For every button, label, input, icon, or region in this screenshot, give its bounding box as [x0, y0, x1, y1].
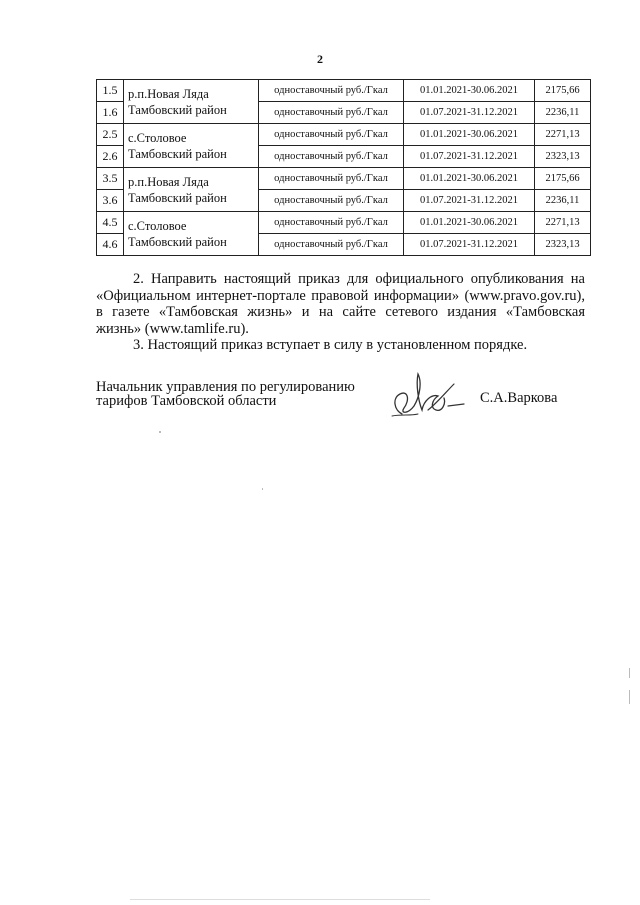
tariff-type: одноставочный руб./Гкал	[259, 168, 404, 190]
row-number: 2.6	[97, 146, 124, 168]
tariff-period: 01.07.2021-31.12.2021	[404, 234, 535, 256]
scan-speck	[629, 668, 630, 678]
row-number: 3.6	[97, 190, 124, 212]
tariff-value: 2271,13	[535, 212, 591, 234]
table-row	[97, 168, 591, 190]
row-number: 1.6	[97, 102, 124, 124]
handwritten-signature	[388, 370, 468, 422]
tariff-value: 2323,13	[535, 234, 591, 256]
locality-name: с.Столовое	[128, 218, 187, 233]
paragraph-line: жизнь» (www.tamlife.ru).	[96, 320, 249, 337]
tariff-period: 01.07.2021-31.12.2021	[404, 146, 535, 168]
tariff-table	[96, 79, 591, 256]
locality-name: р.п.Новая Ляда	[128, 86, 209, 101]
locality-cell	[124, 80, 259, 124]
position-line: тарифов Тамбовской области	[96, 393, 277, 409]
paragraph-line: «Официальном интернет-портале правовой информации» (www.pravo.gov.ru),	[96, 287, 585, 304]
district-name: Тамбовский район	[128, 146, 227, 161]
table-row	[97, 212, 591, 234]
tariff-period: 01.01.2021-30.06.2021	[404, 124, 535, 146]
district-name: Тамбовский район	[128, 190, 227, 205]
row-number: 4.6	[97, 234, 124, 256]
scan-edge	[130, 899, 430, 900]
district-name: Тамбовский район	[128, 102, 227, 117]
tariff-value: 2175,66	[535, 80, 591, 102]
effective-date-paragraph: 3. Настоящий приказ вступает в силу в установленном порядке.	[133, 337, 528, 353]
tariff-value: 2323,13	[535, 146, 591, 168]
tariff-type: одноставочный руб./Гкал	[259, 102, 404, 124]
tariff-type: одноставочный руб./Гкал	[259, 234, 404, 256]
scan-speck	[159, 431, 161, 433]
tariff-value: 2175,66	[535, 168, 591, 190]
tariff-period: 01.07.2021-31.12.2021	[404, 102, 535, 124]
locality-cell	[124, 124, 259, 168]
scan-speck	[629, 690, 630, 704]
tariff-type: одноставочный руб./Гкал	[259, 124, 404, 146]
tariff-value: 2236,11	[535, 102, 591, 124]
locality-cell	[124, 212, 259, 256]
tariff-period: 01.07.2021-31.12.2021	[404, 190, 535, 212]
row-number: 4.5	[97, 212, 124, 234]
row-number: 2.5	[97, 124, 124, 146]
tariff-value: 2236,11	[535, 190, 591, 212]
tariff-type: одноставочный руб./Гкал	[259, 80, 404, 102]
row-number: 1.5	[97, 80, 124, 102]
tariff-period: 01.01.2021-30.06.2021	[404, 80, 535, 102]
position-line: Начальник управления по регулированию	[96, 379, 355, 395]
row-number: 3.5	[97, 168, 124, 190]
tariff-type: одноставочный руб./Гкал	[259, 212, 404, 234]
tariff-value: 2271,13	[535, 124, 591, 146]
publication-paragraph	[96, 271, 585, 337]
locality-name: р.п.Новая Ляда	[128, 174, 209, 189]
page-number: 2	[317, 52, 323, 66]
table-row	[97, 124, 591, 146]
signatory-position	[96, 380, 355, 408]
tariff-period: 01.01.2021-30.06.2021	[404, 212, 535, 234]
district-name: Тамбовский район	[128, 234, 227, 249]
tariff-type: одноставочный руб./Гкал	[259, 146, 404, 168]
paragraph-line: в газете «Тамбовская жизнь» и на сайте сетевого издания «Тамбовская	[96, 304, 585, 320]
locality-cell	[124, 168, 259, 212]
scan-speck	[262, 488, 263, 490]
tariff-type: одноставочный руб./Гкал	[259, 190, 404, 212]
locality-name: с.Столовое	[128, 130, 187, 145]
tariff-period: 01.01.2021-30.06.2021	[404, 168, 535, 190]
signer-name: С.А.Варкова	[480, 390, 558, 406]
paragraph-line: 2. Направить настоящий приказ для официального опубликования на	[133, 271, 585, 287]
table-row	[97, 80, 591, 102]
